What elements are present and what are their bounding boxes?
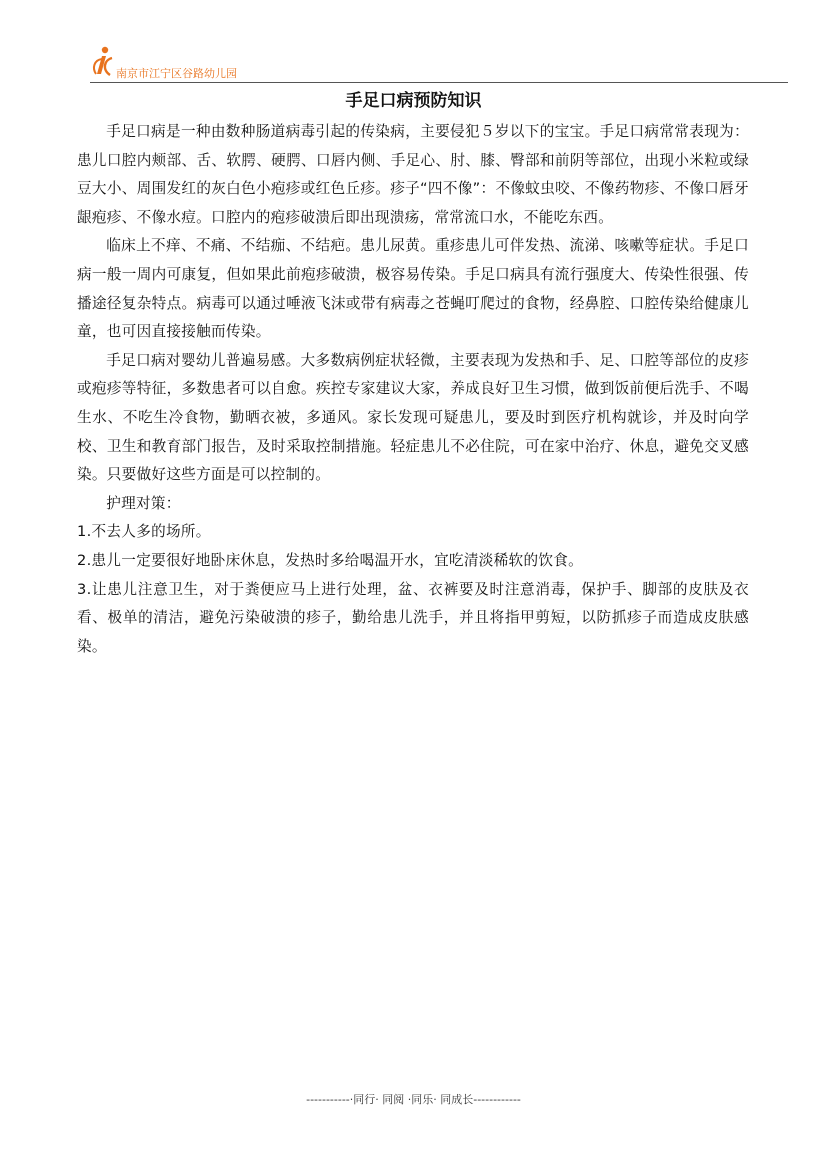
- page-header: [90, 44, 790, 84]
- list-item: 2.患儿一定要很好地卧床休息，发热时多给喝温开水，宜吃清淡稀软的饮食。: [77, 551, 584, 569]
- list-item: 1.不去人多的场所。: [77, 523, 211, 541]
- list-item: 3.让患儿注意卫生，对于粪便应马上进行处理，盆、衣裤要及时注意消毒，保护手、脚部的皮肤及衣看、极单的清洁，避免污染破溃的疹子，勤给患儿洗手，并且将指甲剪短，以防抓疹子而造成皮肤感染。: [77, 580, 749, 655]
- paragraph-symptoms: 手足口病是一种由数种肠道病毒引起的传染病，主要侵犯５岁以下的宝宝。手足口病常常表现为：患儿口腔内颊部、舌、软腭、硬腭、口唇内侧、手足心、肘、膝、臀部和前阴等部位，出现小米粒或绿豆大小、周围发红的灰白色小疱疹或红色丘疹。疹子“四不像”：不像蚊虫咬、不像药物疹、不像口唇牙龈疱疹、不像水痘。口腔内的疱疹破溃后即出现溃疡，常常流口水，不能吃东西。: [77, 123, 749, 226]
- header-divider: [90, 82, 788, 83]
- paragraph-prevention: 手足口病对婴幼儿普遍易感。大多数病例症状轻微，主要表现为发热和手、足、口腔等部位的皮疹或疱疹等特征，多数患者可以自愈。疾控专家建议大家，养成良好卫生习惯，做到饭前便后洗手、不喝生水、不吃生冷食物，勤晒衣被，多通风。家长发现可疑患儿，要及时到医疗机构就诊，并及时向学校、卫生和教育部门报告，及时采取控制措施。轻症患儿不必住院，可在家中治疗、休息，避免交叉感染。只要做好这些方面是可以控制的。: [77, 351, 749, 484]
- document-body: [77, 118, 749, 661]
- document-title: 手足口病预防知识: [345, 91, 482, 111]
- kindergarten-logo-icon: [90, 44, 118, 80]
- paragraph-transmission: 临床上不痒、不痛、不结痂、不结疤。患儿尿黄。重疹患儿可伴发热、流涕、咳嗽等症状。手足口病一般一周内可康复，但如果此前疱疹破溃，极容易传染。手足口病具有流行强度大、传染性很强、传播途径复杂特点。病毒可以通过唾液飞沫或带有病毒之苍蝇叮爬过的食物，经鼻腔、口腔传染给健康儿童，也可因直接接触而传染。: [77, 237, 749, 341]
- care-measures-heading: 护理对策：: [106, 494, 181, 512]
- page-footer: -----------·同行· 同阅 ·同乐· 同成长------------: [306, 1093, 521, 1106]
- school-name: 南京市江宁区谷路幼儿园: [116, 67, 237, 80]
